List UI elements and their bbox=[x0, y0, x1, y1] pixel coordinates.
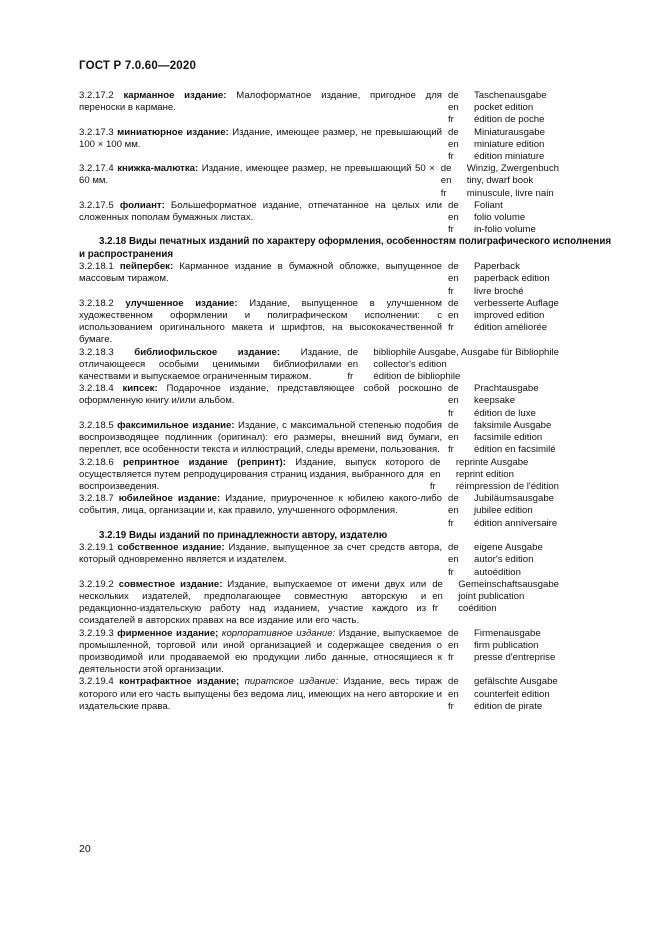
term-name: карманное издание: bbox=[123, 90, 227, 101]
definition-text: Издание, выпуск которого осуществляется путем репродуцирования страниц издания, выбранного для воспроизведения. bbox=[79, 456, 424, 492]
language-code: en bbox=[448, 505, 459, 517]
translation-row bbox=[448, 114, 559, 126]
translation-row bbox=[448, 640, 559, 652]
translation-row bbox=[448, 200, 559, 212]
translation-row bbox=[448, 542, 559, 554]
term-definition bbox=[79, 542, 444, 579]
translated-term: keepsake bbox=[474, 395, 516, 407]
language-code: fr bbox=[347, 371, 354, 383]
document-header: ГОСТ Р 7.0.60—2020 bbox=[79, 60, 197, 72]
term-name: собственное издание: bbox=[117, 542, 225, 554]
translated-term: édition de bibliophile bbox=[373, 371, 461, 383]
translations bbox=[444, 676, 559, 713]
definition-text: Издание, выпущенное в улучшенном художественном оформлении и полиграфическом исполнении: с использованием оригинального макета и шрифтов, на высококачественной бумаге. bbox=[79, 297, 442, 346]
translation-row bbox=[448, 408, 559, 420]
term-entry bbox=[79, 579, 559, 628]
translated-term: Prachtausgabe bbox=[474, 383, 539, 395]
term-name: фирменное издание; bbox=[117, 627, 219, 639]
translation-row bbox=[347, 371, 559, 383]
term-number: 3.2.17.3 bbox=[79, 126, 114, 138]
term-synonym: пиратское издание: bbox=[239, 676, 339, 688]
translated-term: firm publication bbox=[474, 639, 539, 651]
term-definition bbox=[79, 261, 444, 298]
translations bbox=[444, 493, 559, 530]
translated-term: Miniaturausgabe bbox=[474, 126, 545, 138]
language-code: fr bbox=[448, 566, 454, 578]
translated-term: reprinte Ausgabe bbox=[455, 456, 529, 468]
term-name: библиофильское издание: bbox=[134, 346, 281, 358]
term-definition bbox=[79, 493, 444, 530]
language-code: de bbox=[440, 163, 452, 175]
translations bbox=[444, 90, 559, 127]
language-code: de bbox=[432, 578, 443, 590]
term-number: 3.2.18.5 bbox=[79, 419, 114, 431]
translated-term: minuscule, livre nain bbox=[466, 187, 554, 199]
translation-row bbox=[448, 689, 559, 701]
term-number: 3.2.18.2 bbox=[79, 297, 114, 309]
term-entry bbox=[79, 200, 559, 237]
language-code: fr bbox=[448, 151, 454, 163]
translated-term: Firmenausgabe bbox=[474, 627, 541, 639]
term-number: 3.2.17.5 bbox=[79, 199, 114, 211]
definition-text: Малоформатное издание, пригодное для переноски в кармане. bbox=[79, 90, 442, 114]
language-code: en bbox=[347, 358, 359, 370]
language-code: fr bbox=[448, 517, 454, 529]
translated-term: édition améliorée bbox=[474, 322, 548, 334]
language-code: de bbox=[448, 90, 459, 101]
translation-row bbox=[448, 90, 559, 102]
language-code: fr bbox=[429, 480, 436, 492]
translated-term: gefälschte Ausgabe bbox=[474, 676, 558, 688]
translation-row bbox=[448, 554, 559, 566]
term-entry bbox=[79, 163, 559, 200]
translated-term: tiny, dwarf book bbox=[466, 175, 534, 187]
term-name: миниатюрное издание: bbox=[117, 126, 229, 138]
term-entry bbox=[79, 261, 559, 298]
definition-text: Издание, отличающееся особыми ценимыми библиофилами качествами и выпускаемое ограниченным тиражом. bbox=[79, 346, 342, 383]
translation-row bbox=[448, 298, 559, 310]
translated-term: Taschenausgabe bbox=[474, 90, 547, 101]
term-number: 3.2.17.4 bbox=[79, 163, 114, 175]
definition-text: Издание, выпускаемое от имени двух или нескольких издателей, предполагающее совместную авторскую и редакционно-издательскую работу над изданием, участие каждого из соиздателей в авторских правах на все издание или его часть. bbox=[79, 578, 427, 627]
language-code: fr bbox=[432, 603, 439, 615]
definition-text: Большеформатное издание, отпечатанное на целых или сложенных пополам бумажных листах. bbox=[79, 199, 442, 224]
term-entry bbox=[79, 347, 559, 384]
term-entry bbox=[79, 127, 559, 164]
translation-row bbox=[448, 383, 559, 395]
language-code: fr bbox=[448, 285, 454, 297]
language-code: fr bbox=[448, 700, 454, 712]
term-number: 3.2.19.2 bbox=[79, 578, 114, 590]
language-code: de bbox=[448, 542, 459, 554]
translated-term: in-folio volume bbox=[474, 224, 536, 236]
definition-text: Издание, выпущенное за счет средств автора, который одновременно является и издателем. bbox=[79, 542, 442, 566]
translated-term: paperback edition bbox=[474, 273, 550, 285]
translation-row bbox=[448, 444, 559, 456]
translated-term: réimpression de l'édition bbox=[455, 480, 559, 492]
translation-row bbox=[448, 224, 559, 236]
translated-term: Jubiläumsausgabe bbox=[474, 493, 555, 505]
translated-term: livre broché bbox=[474, 285, 524, 297]
language-code: fr bbox=[440, 187, 447, 199]
translated-term: facsimile edition bbox=[474, 432, 543, 444]
language-code: de bbox=[448, 383, 459, 395]
translation-row bbox=[347, 359, 559, 371]
translation-row bbox=[448, 151, 559, 163]
translated-term: autoédition bbox=[474, 566, 521, 578]
translation-row bbox=[430, 457, 559, 469]
translation-row bbox=[448, 493, 559, 505]
translations bbox=[426, 457, 559, 494]
term-number: 3.2.17.2 bbox=[79, 90, 114, 101]
language-code: fr bbox=[448, 444, 454, 456]
term-entry bbox=[79, 676, 559, 713]
language-code: en bbox=[448, 432, 459, 444]
section-heading: 3.2.19 Виды изданий по принадлежности автору, издателю bbox=[99, 529, 388, 541]
translated-term: presse d'entreprise bbox=[474, 651, 556, 663]
language-code: en bbox=[448, 102, 459, 114]
section-heading: 3.2.18 Виды печатных изданий по характеру оформления, особенностям полиграфического исполнения и распространения bbox=[79, 236, 612, 260]
translated-term: joint publication bbox=[458, 590, 525, 602]
term-definition bbox=[79, 127, 444, 164]
language-code: fr bbox=[448, 407, 454, 419]
term-definition bbox=[79, 457, 426, 494]
term-name: контрафактное издание; bbox=[119, 676, 240, 688]
language-code: de bbox=[448, 199, 459, 211]
term-definition bbox=[79, 628, 444, 677]
language-code: de bbox=[448, 297, 459, 309]
translated-term: jubilee edition bbox=[474, 505, 533, 517]
language-code: fr bbox=[448, 322, 454, 334]
language-code: en bbox=[448, 395, 459, 407]
definition-text: Издание, весь тираж которого или его часть выпущены без ведома лиц, имеющих на него авторские и издательские права. bbox=[79, 676, 442, 712]
term-definition bbox=[79, 200, 444, 237]
language-code: de bbox=[448, 419, 459, 431]
term-name: книжка-малютка: bbox=[117, 163, 199, 175]
translation-row bbox=[448, 273, 559, 285]
term-name: репринтное издание (репринт): bbox=[123, 456, 286, 468]
language-code: de bbox=[448, 261, 459, 273]
translated-term: reprint edition bbox=[455, 468, 514, 480]
translated-term: Gemeinschaftsausgabe bbox=[458, 578, 559, 590]
translation-row bbox=[448, 652, 559, 664]
definition-text: Карманное издание в бумажной обложке, выпущенное массовым тиражом. bbox=[79, 261, 443, 285]
translation-row bbox=[448, 676, 559, 688]
term-number: 3.2.19.4 bbox=[79, 676, 114, 688]
translated-term: counterfeit edition bbox=[474, 688, 550, 700]
language-code: en bbox=[448, 639, 459, 651]
language-code: en bbox=[448, 310, 459, 322]
language-code: de bbox=[448, 126, 459, 138]
translation-row bbox=[448, 701, 559, 713]
language-code: de bbox=[448, 493, 459, 505]
term-entry bbox=[79, 90, 559, 127]
language-code: de bbox=[448, 676, 459, 688]
translated-term: édition de pirate bbox=[474, 700, 543, 712]
translation-row bbox=[448, 420, 559, 432]
translation-row bbox=[448, 127, 559, 139]
translation-row bbox=[448, 310, 559, 322]
term-definition bbox=[79, 298, 444, 347]
translations bbox=[444, 383, 559, 420]
translated-term: miniature edition bbox=[474, 138, 545, 150]
translations bbox=[444, 298, 559, 347]
translations bbox=[343, 347, 559, 384]
language-code: en bbox=[448, 138, 459, 150]
translation-row bbox=[448, 322, 559, 334]
language-code: en bbox=[432, 590, 443, 602]
term-definition bbox=[79, 90, 444, 127]
term-name: кипсек: bbox=[122, 383, 158, 395]
language-code: fr bbox=[448, 224, 454, 236]
term-name: юбилейное издание: bbox=[118, 493, 221, 505]
definition-text: Издание, приуроченное к юбилею какого-либо события, лица, организации и, как правило, улучшенного оформления. bbox=[79, 493, 443, 517]
translated-term: Paperback bbox=[474, 261, 520, 273]
translations bbox=[444, 628, 559, 677]
term-number: 3.2.18.3 bbox=[79, 346, 114, 358]
language-code: en bbox=[448, 273, 459, 285]
definition-text: Издание, выпускаемое промышленной, торговой или иной организацией и содержащее сведения о производимой или продаваемой ею продукции либо данные, относящиеся к деятельности этой организации. bbox=[79, 627, 443, 676]
term-number: 3.2.19.1 bbox=[79, 542, 114, 554]
translation-row bbox=[448, 518, 559, 530]
translation-row bbox=[432, 591, 559, 603]
term-entry bbox=[79, 493, 559, 530]
language-code: de bbox=[347, 346, 359, 358]
translation-row bbox=[448, 432, 559, 444]
page-number: 20 bbox=[79, 843, 91, 855]
term-entry bbox=[79, 542, 559, 579]
term-entry bbox=[79, 298, 559, 347]
translation-row bbox=[448, 628, 559, 640]
translation-row bbox=[430, 481, 559, 493]
translation-row bbox=[448, 395, 559, 407]
translations bbox=[444, 127, 559, 164]
translated-term: édition anniversaire bbox=[474, 517, 558, 529]
translated-term: faksimile Ausgabe bbox=[474, 419, 552, 431]
definition-text: Издание, имеющее размер, не превышающий 50 × 60 мм. bbox=[79, 163, 435, 187]
definition-text: Подарочное издание, представляющее собой роскошно оформленную книгу и/или альбом. bbox=[79, 383, 442, 407]
translated-term: collector's edition bbox=[373, 358, 447, 370]
language-code: de bbox=[448, 627, 459, 639]
translated-term: improved edition bbox=[474, 310, 545, 322]
translated-term: verbesserte Auflage bbox=[474, 297, 559, 309]
language-code: en bbox=[448, 554, 459, 566]
language-code: en bbox=[429, 468, 441, 480]
term-definition bbox=[79, 579, 428, 628]
language-code: fr bbox=[448, 114, 454, 126]
term-entry bbox=[79, 383, 559, 420]
language-code: de bbox=[429, 456, 441, 468]
definition-text: Издание, с максимальной степенью подобия воспроизводящее подлинник (оригинал): его размеры, внешний вид бумаги, переплет, все особенности текста и иллюстраций, следы времени, пользования. bbox=[79, 419, 442, 456]
translated-term: eigene Ausgabe bbox=[474, 542, 543, 554]
term-definition bbox=[79, 347, 343, 384]
translated-term: édition de poche bbox=[474, 114, 545, 126]
term-entry bbox=[79, 457, 559, 494]
term-synonym: корпоративное издание: bbox=[218, 627, 336, 639]
term-name: совместное издание: bbox=[118, 578, 223, 590]
translation-row bbox=[441, 163, 559, 175]
term-entry bbox=[79, 628, 559, 677]
definition-text: Издание, имеющее размер, не превышающий 100 × 100 мм. bbox=[79, 126, 442, 150]
term-number: 3.2.18.4 bbox=[79, 383, 114, 395]
term-definition bbox=[79, 420, 444, 457]
translation-row bbox=[441, 175, 559, 187]
language-code: en bbox=[448, 212, 459, 224]
translations bbox=[437, 163, 559, 200]
translation-row bbox=[432, 579, 559, 591]
translation-row bbox=[448, 567, 559, 579]
translation-row bbox=[430, 469, 559, 481]
term-definition bbox=[79, 676, 444, 713]
translation-row bbox=[448, 102, 559, 114]
term-number: 3.2.19.3 bbox=[79, 627, 114, 639]
term-name: улучшенное издание: bbox=[125, 297, 238, 309]
translated-term: pocket edition bbox=[474, 102, 534, 114]
translation-row bbox=[448, 286, 559, 298]
translation-row bbox=[432, 603, 559, 615]
translated-term: folio volume bbox=[474, 212, 526, 224]
term-entry bbox=[79, 420, 559, 457]
translations bbox=[444, 200, 559, 237]
translated-term: bibliophile Ausgabe, Ausgabe für Bibliophile bbox=[373, 346, 559, 358]
translations bbox=[444, 261, 559, 298]
translated-term: édition miniature bbox=[474, 151, 545, 163]
term-number: 3.2.18.6 bbox=[79, 456, 114, 468]
language-code: fr bbox=[448, 651, 454, 663]
translations bbox=[428, 579, 559, 628]
translated-term: coédition bbox=[458, 603, 497, 615]
translated-term: autor's edition bbox=[474, 554, 534, 566]
translation-row bbox=[448, 505, 559, 517]
translated-term: Foliant bbox=[474, 199, 503, 211]
translated-term: Winzig, Zwergenbuch bbox=[466, 163, 559, 175]
term-number: 3.2.18.7 bbox=[79, 493, 114, 505]
term-name: фолиант: bbox=[119, 199, 165, 211]
language-code: en bbox=[448, 688, 459, 700]
language-code: en bbox=[440, 175, 452, 187]
translated-term: édition en facsimilé bbox=[474, 444, 556, 456]
term-name: пейпербек: bbox=[119, 261, 174, 273]
translation-row bbox=[448, 139, 559, 151]
translation-row bbox=[347, 347, 559, 359]
translation-row bbox=[448, 212, 559, 224]
term-number: 3.2.18.1 bbox=[79, 261, 114, 273]
translation-row bbox=[441, 188, 559, 200]
translated-term: édition de luxe bbox=[474, 407, 536, 419]
term-definition bbox=[79, 163, 437, 200]
translations bbox=[444, 542, 559, 579]
term-definition bbox=[79, 383, 444, 420]
translations bbox=[444, 420, 559, 457]
translation-row bbox=[448, 261, 559, 273]
term-name: факсимильное издание: bbox=[117, 419, 235, 431]
document-body bbox=[79, 90, 612, 713]
